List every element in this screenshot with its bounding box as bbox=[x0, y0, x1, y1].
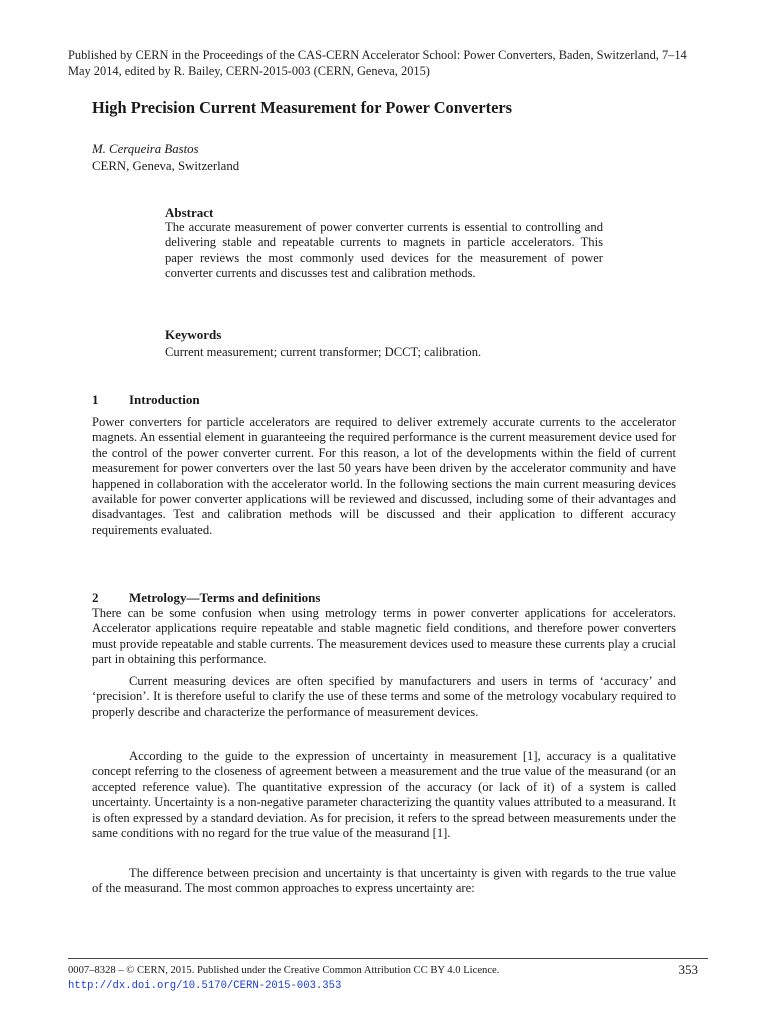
keywords-heading: Keywords bbox=[165, 327, 222, 342]
intro-paragraph: Power converters for particle accelerators are required to deliver extremely accurate currents to the accelerator magnets. An essential element in guaranteeing the required performance is the current measurement device used for the control of the power converter current. For this reason, a lot of the developments within the field of current measurement for power converters over the last 50 years have been driven by the accelerator community and have happened in collaboration with the accelerator world. In the following sections the main current measuring devices available for power converter applications will be reviewed and discussed, including some of their advantages and disadvantages. Test and calibration methods will be discussed and their application to different accuracy requirements evaluated. bbox=[92, 415, 676, 537]
metrology-paragraph-4: The difference between precision and uncertainty is that uncertainty is given with regards to the true value of the measurand. The most common approaches to express uncertainty are: bbox=[92, 866, 676, 896]
section-title: Metrology—Terms and definitions bbox=[129, 590, 321, 605]
publication-note: Published by CERN in the Proceedings of the CAS-CERN Accelerator School: Power Converters, Baden, Switzerland, 7–14 May 2014, edited by R. Bailey, CERN-2015-003 (CERN, Geneva, 2015) bbox=[68, 48, 687, 78]
metrology-paragraph-3: According to the guide to the expression of uncertainty in measurement [1], accuracy is a qualitative concept referring to the closeness of agreement between a measurement and the true value of the measurand (or an accepted reference value). The quantitative expression of the accuracy (or lack of it) of a system is called uncertainty. Uncertainty is a non-negative parameter characterizing the quantity values attributed to a measurand. It is often expressed by a standard deviation. As for precision, it refers to the spread between measurements under the same conditions with no regard for the true value of the measurand [1]. bbox=[92, 749, 676, 841]
author-name: M. Cerqueira Bastos bbox=[92, 142, 199, 156]
section-heading-introduction bbox=[92, 392, 200, 408]
metrology-paragraph-1: There can be some confusion when using metrology terms in power converter applications for accelerators. Accelerator applications require repeatable and stable magnetic field conditions, and therefore power converters must provide repeatable and stable currents. The measurement devices used to measure these currents play a crucial part in obtaining this performance. bbox=[92, 606, 676, 667]
abstract-heading: Abstract bbox=[165, 205, 214, 220]
paper-title: High Precision Current Measurement for Power Converters bbox=[92, 98, 512, 117]
section-number: 2 bbox=[92, 590, 99, 605]
page-number: 353 bbox=[678, 962, 698, 977]
author-affiliation: CERN, Geneva, Switzerland bbox=[92, 159, 240, 173]
metrology-paragraph-2: Current measuring devices are often specified by manufacturers and users in terms of ‘accuracy’ and ‘precision’. It is therefore useful to clarify the use of these terms and some of the metrology vocabulary required to properly describe and characterize the performance of measurement devices. bbox=[92, 674, 676, 719]
doi-link[interactable]: http://dx.doi.org/10.5170/CERN-2015-003.353 bbox=[68, 980, 342, 992]
section-heading-metrology bbox=[92, 590, 320, 606]
keywords-text: Current measurement; current transformer; DCCT; calibration. bbox=[165, 345, 482, 359]
footer-divider bbox=[68, 958, 708, 959]
license-note: 0007–8328 – © CERN, 2015. Published under the Creative Common Attribution CC BY 4.0 Licence. bbox=[68, 965, 500, 976]
section-title: Introduction bbox=[129, 392, 200, 407]
section-number: 1 bbox=[92, 392, 99, 407]
abstract-text: The accurate measurement of power converter currents is essential to controlling and delivering stable and repeatable currents to magnets in particle accelerators. This paper reviews the most commonly used devices for the measurement of power converter currents and discusses test and calibration methods. bbox=[165, 220, 603, 281]
